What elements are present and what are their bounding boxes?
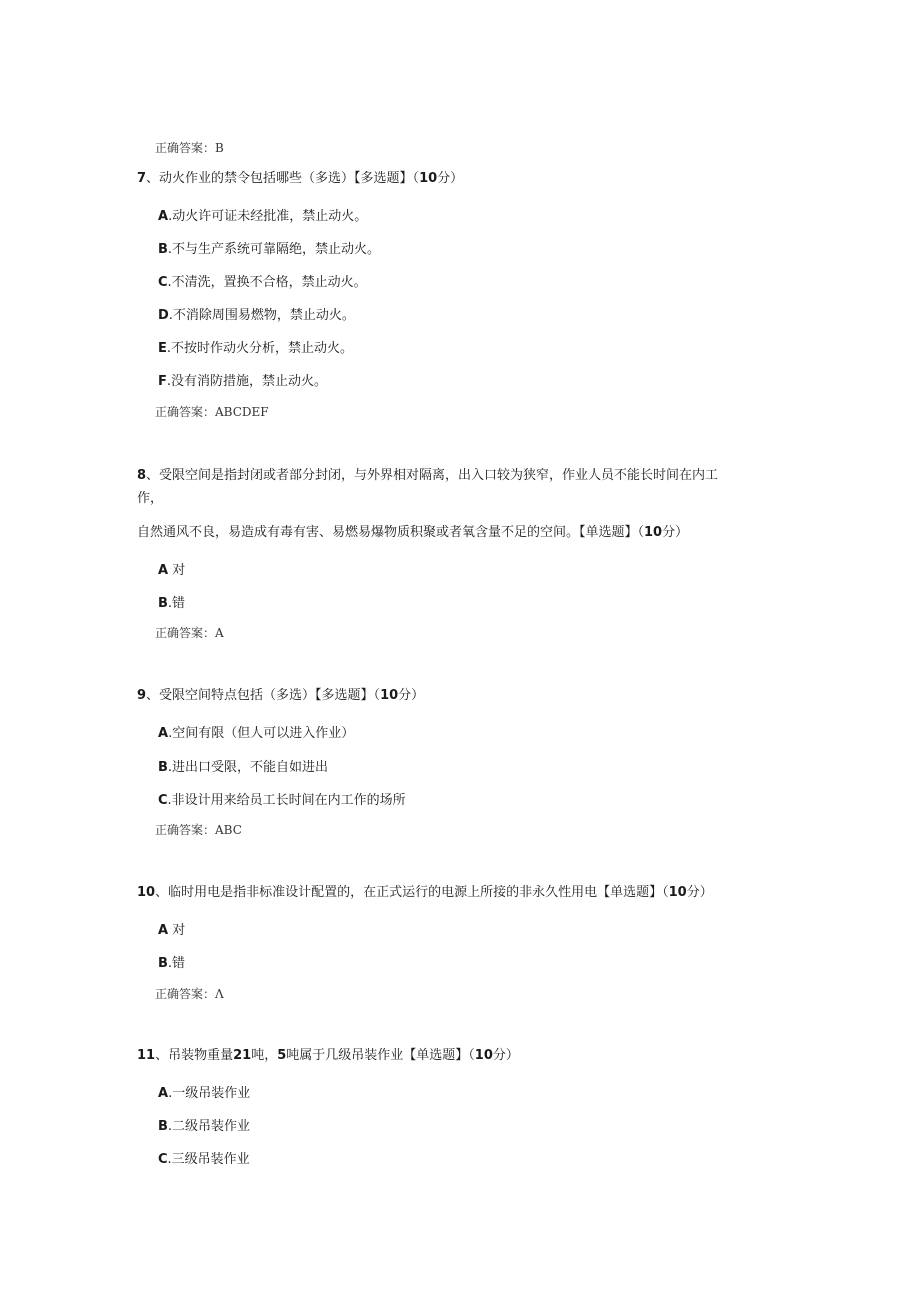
option-key: A (158, 1086, 169, 1101)
question-score: 10 (419, 171, 438, 186)
option-key: A (158, 923, 169, 938)
option-text: .空间有限（但人可以进入作业） (168, 726, 355, 741)
option-key: A (158, 726, 169, 741)
score-unit: 分） (437, 171, 464, 186)
question-text: 吨属于几级吊装作业【单选题】（ (286, 1048, 475, 1063)
question-text: 吨， (251, 1048, 278, 1063)
option-text: .错 (167, 596, 186, 611)
option-text: .动火许可证未经批准，禁止动火。 (168, 209, 368, 224)
option-key: B (158, 956, 168, 971)
option-key: C (158, 1152, 168, 1167)
option-11a[interactable] (158, 1085, 250, 1103)
option-7f[interactable] (158, 373, 327, 391)
option-8b[interactable] (158, 595, 185, 613)
option-10b[interactable] (158, 955, 185, 973)
question-text: 自然通风不良，易造成有毒有害、易燃易爆物质积聚或者氧含量不足的空间。【单选题】（ (137, 525, 645, 540)
option-11b[interactable] (158, 1118, 250, 1136)
option-text: .不按时作动火分析，禁止动火。 (166, 341, 354, 356)
option-key: E (158, 341, 167, 356)
option-text: .错 (167, 956, 186, 971)
option-text: .非设计用来给员工长时间在内工作的场所 (167, 793, 406, 808)
option-text: .一级吊装作业 (168, 1086, 251, 1101)
weight-value-1: 21 (233, 1048, 252, 1063)
question-number: 7 (137, 171, 147, 186)
option-key: B (158, 242, 168, 257)
question-11-title (137, 1047, 519, 1065)
option-9a[interactable] (158, 725, 354, 743)
option-key: B (158, 596, 168, 611)
score-unit: 分） (398, 688, 425, 703)
option-7e[interactable] (158, 340, 353, 358)
option-7d[interactable] (158, 307, 355, 325)
question-score: 10 (474, 1048, 493, 1063)
question-8-title-line1 (137, 467, 718, 485)
option-11c[interactable] (158, 1151, 250, 1169)
score-unit: 分） (686, 885, 713, 900)
question-7-title (137, 170, 463, 188)
option-text: .不清洗，置换不合格，禁止动火。 (167, 275, 367, 290)
question-score: 10 (644, 525, 663, 540)
score-unit: 分） (662, 525, 689, 540)
question-number: 9 (137, 688, 147, 703)
option-9c[interactable] (158, 792, 406, 810)
answer-q7: 正确答案：ABCDEF (155, 405, 269, 419)
option-key: A (158, 209, 169, 224)
option-text: .不与生产系统可靠隔绝，禁止动火。 (167, 242, 381, 257)
option-text: .进出口受限，不能自如进出 (167, 760, 329, 775)
option-key: C (158, 275, 168, 290)
question-number: 10 (137, 885, 156, 900)
option-7a[interactable] (158, 208, 367, 226)
question-score: 10 (380, 688, 399, 703)
question-text: 、临时用电是指非标准设计配置的，在正式运行的电源上所接的非永久性用电【单选题】（ (155, 885, 669, 900)
answer-q8: 正确答案：A (155, 626, 224, 640)
option-key: D (158, 308, 169, 323)
option-7c[interactable] (158, 274, 367, 292)
option-9b[interactable] (158, 759, 328, 777)
option-key: B (158, 760, 168, 775)
option-key: B (158, 1119, 168, 1134)
question-score: 10 (668, 885, 687, 900)
option-text: .没有消防措施，禁止动火。 (166, 374, 328, 389)
weight-value-2: 5 (277, 1048, 287, 1063)
option-text: 对 (168, 563, 186, 578)
option-text: .二级吊装作业 (167, 1119, 251, 1134)
option-key: C (158, 793, 168, 808)
question-8-title-line3 (137, 524, 688, 542)
answer-q10: 正确答案：Λ (155, 987, 224, 1001)
question-8-title-line2: 作， (137, 491, 164, 506)
question-number: 11 (137, 1048, 156, 1063)
question-text: 、受限空间是指封闭或者部分封闭，与外界相对隔离，出入口较为狭窄，作业人员不能长时间在内工 (146, 468, 719, 483)
option-key: A (158, 563, 169, 578)
answer-q6: 正确答案：B (155, 141, 224, 155)
option-8a[interactable] (158, 562, 185, 580)
question-text: 、吊装物重量 (155, 1048, 234, 1063)
question-10-title (137, 884, 713, 902)
option-text: 对 (168, 923, 186, 938)
question-text: 、动火作业的禁令包括哪些（多选）【多选题】（ (146, 171, 420, 186)
option-10a[interactable] (158, 922, 185, 940)
question-9-title (137, 687, 424, 705)
answer-q9: 正确答案：ABC (155, 823, 242, 837)
option-text: .不消除周围易燃物，禁止动火。 (168, 308, 355, 323)
question-number: 8 (137, 468, 147, 483)
score-unit: 分） (492, 1048, 519, 1063)
option-key: F (158, 374, 167, 389)
option-text: .三级吊装作业 (167, 1152, 250, 1167)
question-text: 、受限空间特点包括（多选）【多选题】（ (146, 688, 381, 703)
option-7b[interactable] (158, 241, 380, 259)
